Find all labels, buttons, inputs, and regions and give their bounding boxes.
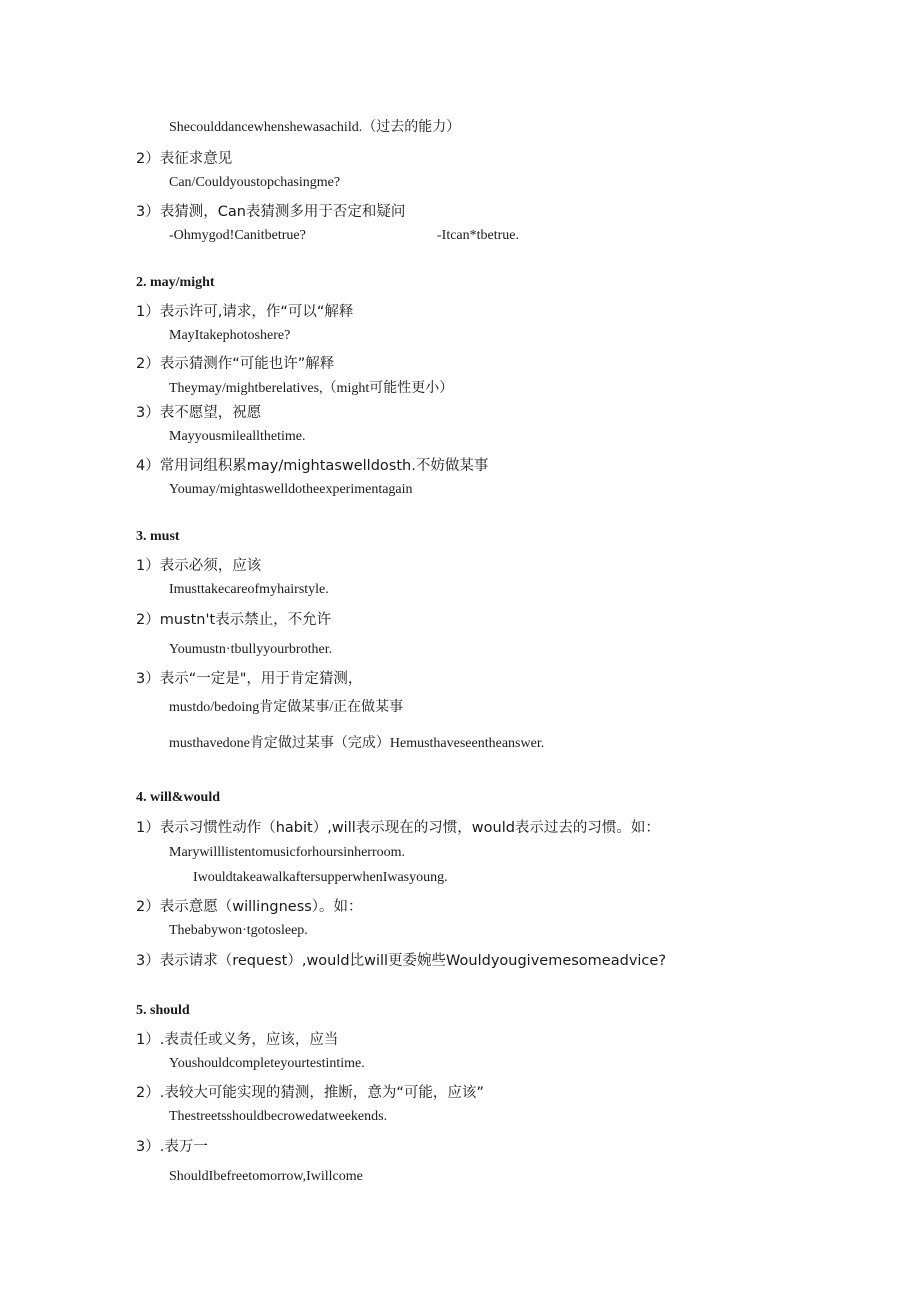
example-sentence: Thebabywon·tgotosleep. [169, 923, 308, 938]
example-sentence: IwouldtakeawalkaftersupperwhenIwasyoung. [193, 870, 448, 885]
list-item: 3）.表万一 [136, 1139, 208, 1155]
list-item: 1）表示习惯性动作（habit）,will表示现在的习惯，would表示过去的习惯。如： [136, 820, 660, 836]
section-heading: 5. should [136, 1003, 190, 1018]
section-heading: 4. will&would [136, 790, 221, 805]
example-sentence: ShouldIbefreetomorrow,Iwillcome [169, 1169, 363, 1184]
section-heading: 2. may/might [136, 275, 215, 290]
example-sentence: Youshouldcompleteyourtestintime. [169, 1056, 365, 1071]
example-sentence: Theymay/mightberelatives,（might可能性更小） [169, 381, 454, 396]
example-sentence: Marywilllistentomusicforhoursinherroom. [169, 845, 406, 860]
example-sentence: Mayyousmileallthetime. [169, 429, 306, 444]
example-sentence: mustdo/bedoing肯定做某事/正在做某事 [169, 700, 404, 715]
list-item: 1）.表责任或义务，应该，应当 [136, 1032, 339, 1048]
example-sentence: Shecoulddancewhenshewasachild.（过去的能力） [169, 120, 461, 135]
list-item: 2）mustn't表示禁止，不允许 [136, 612, 332, 628]
list-item: 1）表示必须，应该 [136, 558, 262, 574]
example-sentence: Imusttakecareofmyhairstyle. [169, 582, 329, 597]
list-item: 2）表示意愿（willingness）。如： [136, 899, 363, 915]
section-heading: 3. must [136, 529, 180, 544]
list-item: 2）表示猜测作“可能也许”解释 [136, 356, 335, 372]
example-sentence: MayItakephotoshere? [169, 328, 291, 343]
list-item: 2）表征求意见 [136, 151, 233, 167]
example-sentence: musthavedone肯定做过某事（完成）Hemusthaveseentheanswer. [169, 736, 545, 751]
list-item: 1）表示许可,请求，作“可以“解释 [136, 304, 354, 320]
example-sentence: Can/Couldyoustopchasingme? [169, 175, 341, 190]
example-sentence: Thestreetsshouldbecrowedatweekends. [169, 1109, 388, 1124]
example-sentence: Youmay/mightaswelldotheexperimentagain [169, 482, 413, 497]
list-item: 3）表示“一定是"，用于肯定猜测， [136, 671, 363, 687]
example-sentence: -Ohmygod!Canitbetrue? [169, 228, 306, 243]
list-item: 3）表不愿望，祝愿 [136, 405, 262, 421]
list-item: 3）表猜测，Can表猜测多用于否定和疑问 [136, 204, 406, 220]
list-item: 3）表示请求（request）,would比will更委婉些Wouldyougivemesomeadvice? [136, 953, 667, 969]
list-item: 4）常用词组积累may/mightaswelldosth.不妨做某事 [136, 458, 489, 474]
example-sentence: -Itcan*tbetrue. [437, 228, 520, 243]
example-sentence: Youmustn·tbullyyourbrother. [169, 642, 333, 657]
list-item: 2）.表较大可能实现的猜测，推断，意为“可能，应该” [136, 1085, 484, 1101]
